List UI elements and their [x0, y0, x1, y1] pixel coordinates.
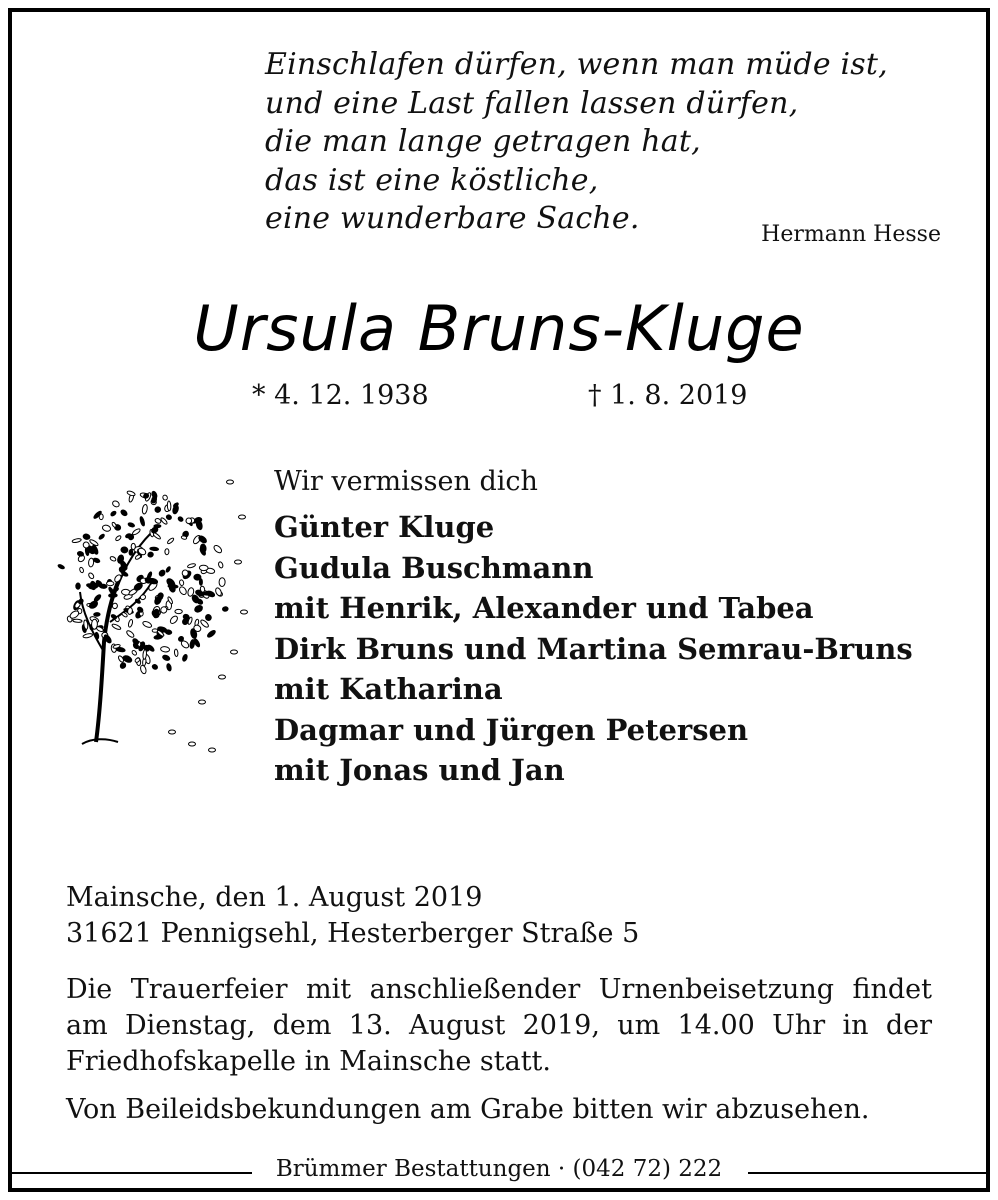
death-date: † 1. 8. 2019 — [588, 380, 748, 411]
address-block — [66, 880, 639, 952]
mourner-line: Günter Kluge — [274, 510, 495, 544]
poem-line: Einschlafen dürfen, wenn man müde ist, — [265, 47, 888, 82]
tree-icon — [52, 462, 252, 772]
deceased-name: Ursula Bruns-Kluge — [193, 292, 805, 365]
poem-line: eine wunderbare Sache. — [265, 201, 640, 236]
mourner-line: Gudula Buschmann — [274, 550, 594, 585]
footer — [0, 1156, 998, 1182]
birth-date: * 4. 12. 1938 — [252, 380, 429, 411]
mourners-list — [274, 507, 913, 791]
place-date: Mainsche, den 1. August 2019 — [66, 882, 483, 913]
street-address: 31621 Pennigsehl, Hesterberger Straße 5 — [66, 918, 640, 949]
poem — [265, 46, 888, 239]
poem-line: und eine Last fallen lassen dürfen, — [265, 85, 799, 121]
mourner-line: Dirk Bruns und Martina Semrau-Bruns — [274, 631, 913, 666]
mourner-line: Dagmar und Jürgen Petersen — [274, 712, 749, 747]
mourners-intro: Wir vermissen dich — [274, 466, 538, 497]
mourner-line: mit Katharina — [274, 672, 503, 706]
poem-line: die man lange getragen hat, — [265, 124, 701, 159]
poem-author: Hermann Hesse — [761, 222, 941, 247]
poem-line: das ist eine köstliche, — [265, 162, 599, 198]
funeral-home: Brümmer Bestattungen · (042 72) 222 — [264, 1156, 734, 1182]
mourner-line: mit Henrik, Alexander und Tabea — [274, 591, 814, 625]
ceremony-text: Die Trauerfeier mit anschließender Urnenbeisetzung findet am Dienstag, dem 13. August 2019, um 14.00 Uhr in der Friedhofskapelle in Mainsche statt. — [66, 974, 932, 1077]
condolence-note: Von Beileidsbekundungen am Grabe bitten wir abzusehen. — [66, 1094, 870, 1125]
mourner-line: mit Jonas und Jan — [274, 753, 565, 787]
